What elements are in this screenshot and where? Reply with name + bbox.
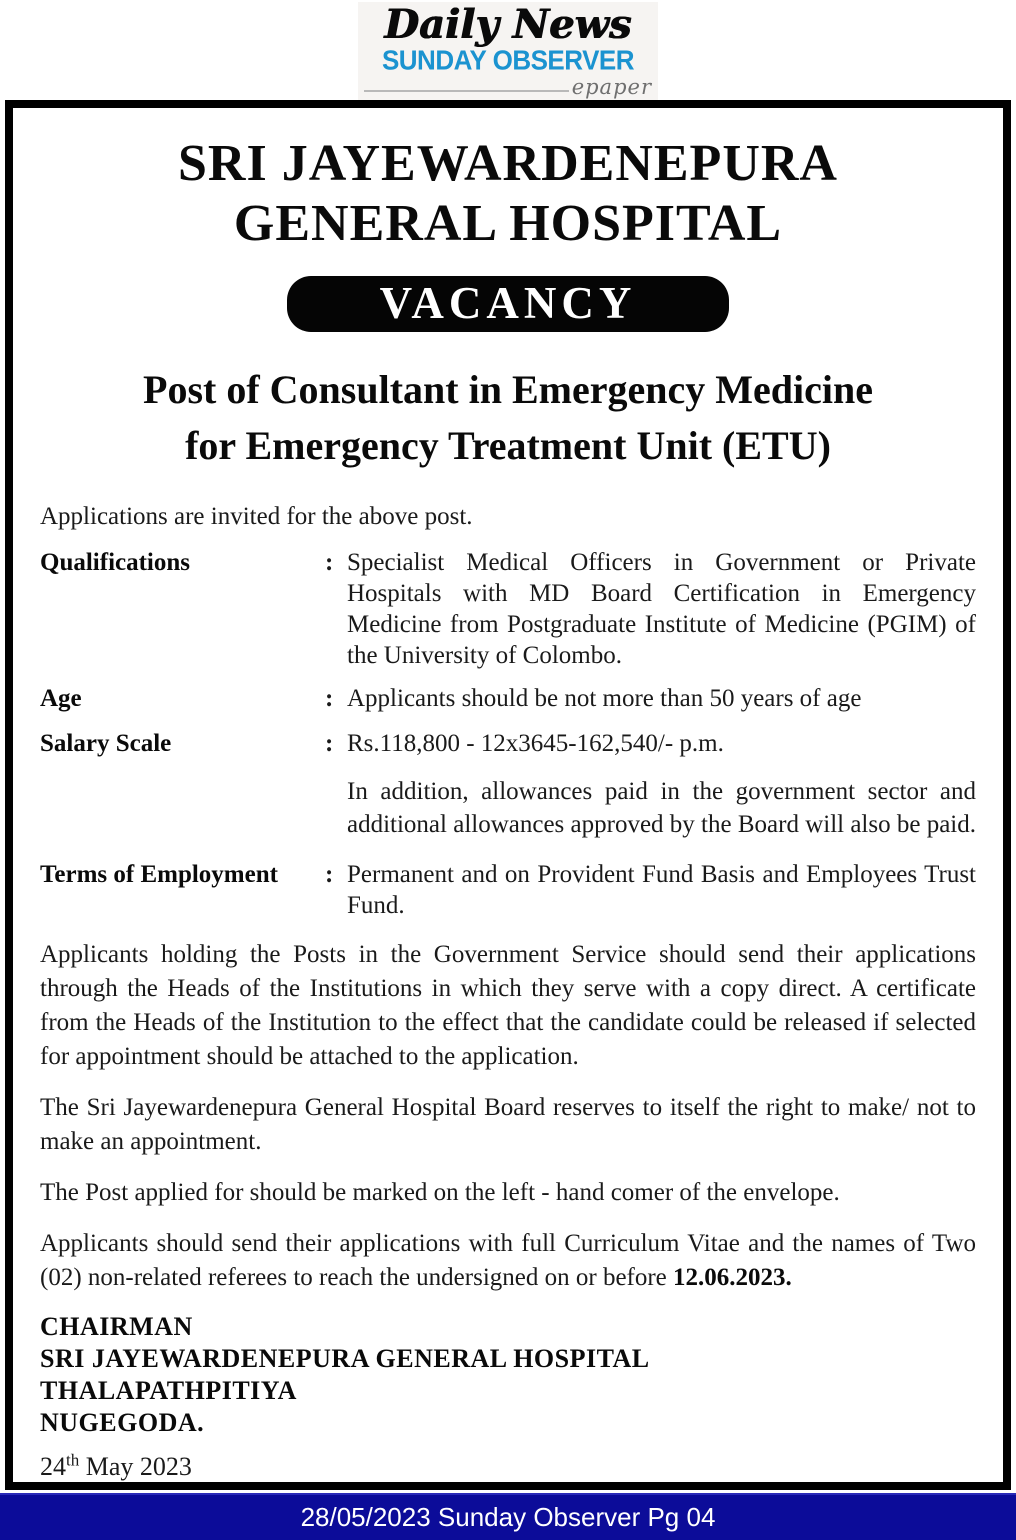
post-title-line1: Post of Consultant in Emergency Medicine — [143, 367, 873, 412]
age-value: Applicants should be not more than 50 years of age — [347, 685, 862, 712]
epaper-brand-row — [364, 75, 652, 99]
paragraph-government-service: Applicants holding the Posts in the Government Service should send their applications through the Heads of the Institutions in which they serve with a copy direct. A certificate from the Heads of the Institution to the effect that the candidate could be released if selected for appointment should be attached to the application. — [40, 941, 976, 1070]
colon-separator: : — [325, 730, 334, 757]
salary-scale-value: Rs.118,800 - 12x3645-162,540/- p.m. — [347, 730, 724, 757]
deadline-date: 12.06.2023. — [673, 1264, 792, 1291]
epaper-footer-bar — [0, 1493, 1016, 1540]
salary-allowances-note: In addition, allowances paid in the government sector and additional allowances approved by the Board will also be paid. — [347, 778, 976, 838]
daily-news-logo: Daily News — [384, 1, 632, 48]
footer-publication-info: 28/05/2023 Sunday Observer Pg 04 — [300, 1502, 716, 1532]
advertisement-box — [5, 100, 1011, 1490]
colon-separator: : — [325, 549, 334, 576]
intro-text: Applications are invited for the above post. — [40, 503, 473, 530]
colon-separator: : — [325, 685, 334, 712]
hospital-name-heading — [40, 134, 976, 254]
newspaper-masthead — [0, 0, 1016, 100]
sunday-observer-logo: SUNDAY OBSERVER — [381, 43, 635, 77]
age-label: Age — [40, 685, 82, 712]
signature-hospital: SRI JAYEWARDENEPURA GENERAL HOSPITAL — [40, 1344, 650, 1373]
masthead-rule — [364, 90, 569, 92]
paragraph-board-rights: The Sri Jayewardenepura General Hospital Board reserves to itself the right to make/ not to make an appointment. — [40, 1094, 976, 1155]
epaper-label: epaper — [571, 75, 652, 99]
signature-city: NUGEGODA. — [40, 1408, 205, 1437]
detail-row-qualifications — [40, 547, 976, 671]
post-title-heading — [40, 362, 976, 474]
signature-block — [40, 1311, 976, 1439]
terms-label: Terms of Employment — [40, 861, 278, 888]
salary-scale-label: Salary Scale — [40, 730, 172, 757]
signature-chairman: CHAIRMAN — [40, 1312, 193, 1341]
post-title-line2: for Emergency Treatment Unit (ETU) — [185, 423, 831, 468]
qualifications-value: Specialist Medical Officers in Government or Private Hospitals with MD Board Certification in Emergency Medicine from Postgraduate Institute of Medicine (PGIM) of the University of Colombo. — [347, 549, 976, 669]
detail-row-age — [40, 683, 976, 714]
hospital-name-line2: GENERAL HOSPITAL — [233, 195, 783, 252]
deadline-paragraph-text: Applicants should send their applications with full Curriculum Vitae and the names of Two (02) non-related referees to reach the undersigned on or before — [40, 1230, 976, 1291]
date-ordinal-suffix: th — [66, 1450, 80, 1470]
vacancy-badge: VACANCY — [287, 276, 729, 332]
date-month-year: May 2023 — [79, 1452, 192, 1481]
date-day: 24 — [40, 1452, 66, 1481]
qualifications-label: Qualifications — [40, 549, 191, 576]
detail-row-terms-of-employment — [40, 859, 976, 921]
detail-row-salary-scale — [40, 728, 976, 759]
hospital-name-line1: SRI JAYEWARDENEPURA — [178, 135, 838, 192]
signature-street: THALAPATHPITIYA — [40, 1376, 297, 1405]
paragraph-envelope-marking: The Post applied for should be marked on the left - hand comer of the envelope. — [40, 1179, 840, 1206]
notice-date — [40, 1452, 976, 1482]
masthead-logo-block — [358, 2, 658, 103]
colon-separator: : — [325, 861, 334, 888]
paragraph-application-deadline — [40, 1227, 976, 1295]
terms-value: Permanent and on Provident Fund Basis and Employees Trust Fund. — [347, 861, 976, 919]
